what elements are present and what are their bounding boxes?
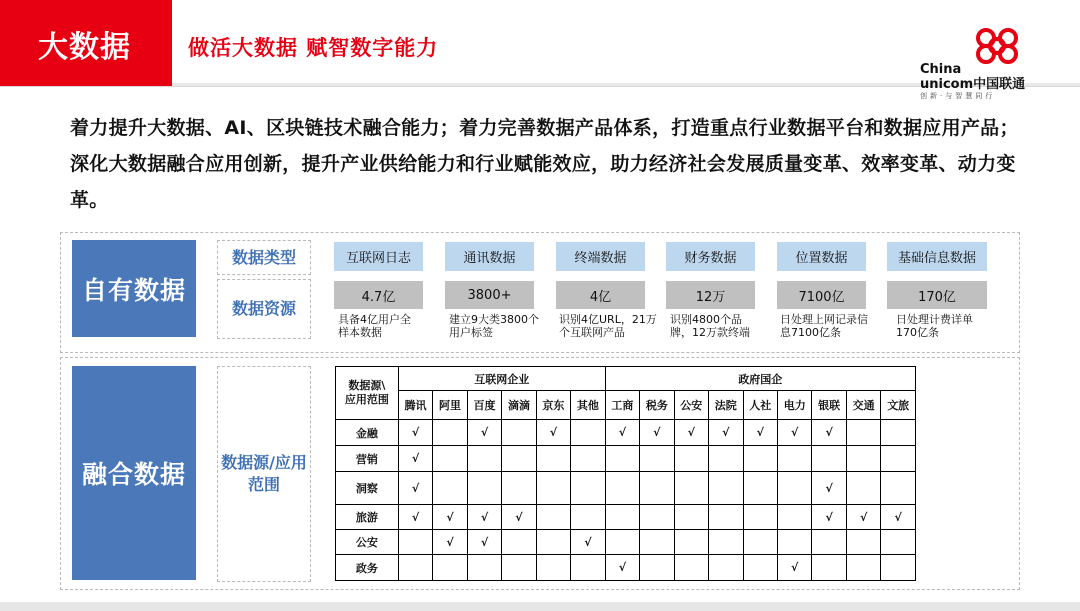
matrix-cell xyxy=(640,505,674,530)
matrix-cell xyxy=(709,530,743,555)
data-type-basic-info: 基础信息数据 xyxy=(887,242,987,271)
corner-line-1: 数据源\ xyxy=(348,379,386,392)
matrix-cell xyxy=(433,446,467,472)
matrix-cell xyxy=(777,472,811,505)
check-mark-icon: √ xyxy=(549,426,558,439)
matrix-cell xyxy=(433,472,467,505)
row-header: 金融 xyxy=(336,420,399,446)
matrix-cell xyxy=(674,530,708,555)
check-mark-icon: √ xyxy=(791,426,799,439)
matrix-cell xyxy=(571,555,605,581)
fusion-matrix-table xyxy=(335,366,916,581)
matrix-cell xyxy=(398,555,432,581)
row-header: 政务 xyxy=(336,555,399,581)
fused-data-title: 融合数据 xyxy=(72,366,196,580)
matrix-cell xyxy=(640,420,674,446)
column-header: 腾讯 xyxy=(398,391,432,420)
matrix-cell xyxy=(812,555,846,581)
check-mark-icon: √ xyxy=(411,452,420,465)
matrix-cell xyxy=(536,505,570,530)
data-desc-communication: 建立9大类3800个用户标签 xyxy=(449,313,539,339)
data-type-internet-log: 互联网日志 xyxy=(334,242,423,271)
matrix-cell xyxy=(398,446,432,472)
matrix-cell xyxy=(467,420,501,446)
row-header: 旅游 xyxy=(336,505,399,530)
matrix-cell xyxy=(640,446,674,472)
matrix-cell xyxy=(881,446,916,472)
column-header: 法院 xyxy=(709,391,743,420)
matrix-cell xyxy=(881,420,916,446)
data-value-terminal: 4亿 xyxy=(556,281,645,309)
unicom-knot-logo-icon xyxy=(966,26,1028,66)
matrix-cell xyxy=(777,555,811,581)
data-desc-terminal: 识别4亿URL，21万个互联网产品 xyxy=(559,313,657,339)
matrix-cell xyxy=(881,555,916,581)
matrix-cell xyxy=(605,420,639,446)
column-header: 其他 xyxy=(571,391,605,420)
bottom-bar xyxy=(0,602,1080,611)
check-mark-icon: √ xyxy=(584,535,592,549)
matrix-cell xyxy=(398,472,432,505)
matrix-cell xyxy=(433,555,467,581)
table-row xyxy=(336,472,916,505)
matrix-cell xyxy=(502,472,536,505)
matrix-cell xyxy=(433,530,467,555)
check-mark-icon: √ xyxy=(722,426,730,439)
column-header: 交通 xyxy=(846,391,880,420)
column-header: 电力 xyxy=(777,391,811,420)
matrix-cell xyxy=(812,446,846,472)
check-mark-icon: √ xyxy=(653,426,661,439)
matrix-cell xyxy=(467,505,501,530)
matrix-cell xyxy=(881,472,916,505)
matrix-cell xyxy=(605,530,639,555)
matrix-cell xyxy=(640,472,674,505)
matrix-cell xyxy=(743,530,777,555)
matrix-cell xyxy=(846,446,880,472)
matrix-cell xyxy=(605,555,639,581)
matrix-cell xyxy=(846,472,880,505)
data-type-label: 数据类型 xyxy=(217,240,311,275)
matrix-cell xyxy=(812,505,846,530)
column-header: 滴滴 xyxy=(502,391,536,420)
matrix-cell xyxy=(777,505,811,530)
logo-text-unicom: unicom中国联通 xyxy=(920,77,1026,92)
check-mark-icon: √ xyxy=(480,535,489,549)
matrix-cell xyxy=(433,505,467,530)
matrix-cell xyxy=(536,420,570,446)
matrix-cell xyxy=(777,530,811,555)
matrix-cell xyxy=(433,420,467,446)
matrix-cell xyxy=(571,505,605,530)
column-header: 银联 xyxy=(812,391,846,420)
data-value-internet-log: 4.7亿 xyxy=(334,281,423,309)
matrix-cell xyxy=(398,530,432,555)
matrix-cell xyxy=(743,446,777,472)
row-header: 营销 xyxy=(336,446,399,472)
logo-text-china: China xyxy=(920,62,962,77)
header-underline xyxy=(0,86,1080,87)
matrix-cell xyxy=(640,555,674,581)
matrix-cell xyxy=(571,420,605,446)
matrix-cell xyxy=(467,472,501,505)
matrix-cell xyxy=(674,472,708,505)
data-value-communication: 3800+ xyxy=(445,281,534,309)
column-header: 百度 xyxy=(467,391,501,420)
check-mark-icon: √ xyxy=(618,561,627,574)
own-data-title: 自有数据 xyxy=(72,240,196,337)
matrix-cell xyxy=(674,505,708,530)
page-subtitle: 做活大数据 赋智数字能力 xyxy=(188,36,439,60)
row-header: 洞察 xyxy=(336,472,399,505)
matrix-cell xyxy=(571,530,605,555)
data-type-finance: 财务数据 xyxy=(666,242,755,271)
matrix-cell xyxy=(777,446,811,472)
matrix-cell xyxy=(502,420,536,446)
group-internet-companies: 互联网企业 xyxy=(398,367,605,391)
matrix-cell xyxy=(777,420,811,446)
data-resource-label: 数据资源 xyxy=(217,279,311,339)
data-value-location: 7100亿 xyxy=(777,281,866,309)
data-value-finance: 12万 xyxy=(666,281,755,309)
check-mark-icon: √ xyxy=(480,510,489,524)
check-mark-icon: √ xyxy=(446,535,454,549)
data-desc-basic-info: 日处理计费详单170亿条 xyxy=(896,313,973,339)
data-value-basic-info: 170亿 xyxy=(887,281,987,309)
check-mark-icon: √ xyxy=(446,510,454,524)
column-header: 文旅 xyxy=(881,391,916,420)
matrix-cell xyxy=(640,530,674,555)
matrix-cell xyxy=(605,472,639,505)
check-mark-icon: √ xyxy=(411,510,420,524)
matrix-cell xyxy=(743,420,777,446)
matrix-cell xyxy=(881,530,916,555)
check-mark-icon: √ xyxy=(859,510,868,524)
data-type-location: 位置数据 xyxy=(777,242,866,271)
data-desc-internet-log: 具备4亿用户全样本数据 xyxy=(338,313,411,339)
matrix-cell xyxy=(881,505,916,530)
table-row xyxy=(336,446,916,472)
matrix-cell xyxy=(502,555,536,581)
check-mark-icon: √ xyxy=(480,426,489,439)
matrix-cell xyxy=(536,446,570,472)
check-mark-icon: √ xyxy=(515,510,523,524)
matrix-corner-header xyxy=(336,367,399,420)
table-row xyxy=(336,505,916,530)
check-mark-icon: √ xyxy=(618,426,627,439)
matrix-cell xyxy=(605,505,639,530)
column-header: 公安 xyxy=(674,391,708,420)
matrix-cell xyxy=(502,446,536,472)
matrix-cell xyxy=(674,420,708,446)
check-mark-icon: √ xyxy=(756,426,764,439)
matrix-cell xyxy=(743,505,777,530)
column-header: 工商 xyxy=(605,391,639,420)
matrix-cell xyxy=(398,420,432,446)
page-title: 大数据 xyxy=(38,30,131,65)
table-row xyxy=(336,420,916,446)
data-desc-finance: 识别4800个品牌，12万款终端 xyxy=(670,313,750,339)
matrix-cell xyxy=(846,555,880,581)
check-mark-icon: √ xyxy=(791,561,799,574)
matrix-cell xyxy=(709,446,743,472)
matrix-cell xyxy=(467,555,501,581)
matrix-cell xyxy=(674,555,708,581)
matrix-cell xyxy=(812,472,846,505)
matrix-cell xyxy=(536,530,570,555)
matrix-cell xyxy=(674,446,708,472)
data-type-terminal: 终端数据 xyxy=(556,242,645,271)
table-row xyxy=(336,555,916,581)
corner-line-2: 应用范围 xyxy=(344,393,389,406)
group-government-soe: 政府国企 xyxy=(605,367,915,391)
matrix-cell xyxy=(571,472,605,505)
column-header: 京东 xyxy=(536,391,570,420)
check-mark-icon: √ xyxy=(894,510,902,524)
matrix-cell xyxy=(502,530,536,555)
check-mark-icon: √ xyxy=(825,426,833,439)
matrix-cell xyxy=(709,555,743,581)
matrix-cell xyxy=(709,505,743,530)
data-type-communication: 通讯数据 xyxy=(445,242,534,271)
matrix-cell xyxy=(846,530,880,555)
matrix-cell xyxy=(536,472,570,505)
logo-slogan: 创新·与智慧同行 xyxy=(920,92,996,100)
intro-paragraph: 着力提升大数据、AI、区块链技术融合能力；着力完善数据产品体系，打造重点行业数据平台和数据应用产品；深化大数据融合应用创新，提升产业供给能力和行业赋能效应，助力经济社会发展质量变革、效率变革、动力变革。 xyxy=(70,117,1019,211)
data-desc-location: 日处理上网记录信息7100亿条 xyxy=(780,313,868,339)
table-row xyxy=(336,530,916,555)
row-header: 公安 xyxy=(336,530,399,555)
matrix-cell xyxy=(709,472,743,505)
matrix-cell xyxy=(846,505,880,530)
column-header: 人社 xyxy=(743,391,777,420)
check-mark-icon: √ xyxy=(825,481,833,495)
matrix-cell xyxy=(846,420,880,446)
check-mark-icon: √ xyxy=(411,426,420,439)
column-header: 阿里 xyxy=(433,391,467,420)
fused-data-label: 数据源/应用范围 xyxy=(217,366,311,582)
matrix-cell xyxy=(743,555,777,581)
check-mark-icon: √ xyxy=(687,426,695,439)
check-mark-icon: √ xyxy=(825,510,833,524)
matrix-cell xyxy=(502,505,536,530)
matrix-cell xyxy=(467,530,501,555)
check-mark-icon: √ xyxy=(411,481,420,495)
matrix-cell xyxy=(467,446,501,472)
matrix-cell xyxy=(605,446,639,472)
column-header: 税务 xyxy=(640,391,674,420)
matrix-cell xyxy=(812,530,846,555)
matrix-cell xyxy=(571,446,605,472)
matrix-cell xyxy=(398,505,432,530)
matrix-cell xyxy=(709,420,743,446)
matrix-cell xyxy=(743,472,777,505)
matrix-cell xyxy=(536,555,570,581)
matrix-cell xyxy=(812,420,846,446)
